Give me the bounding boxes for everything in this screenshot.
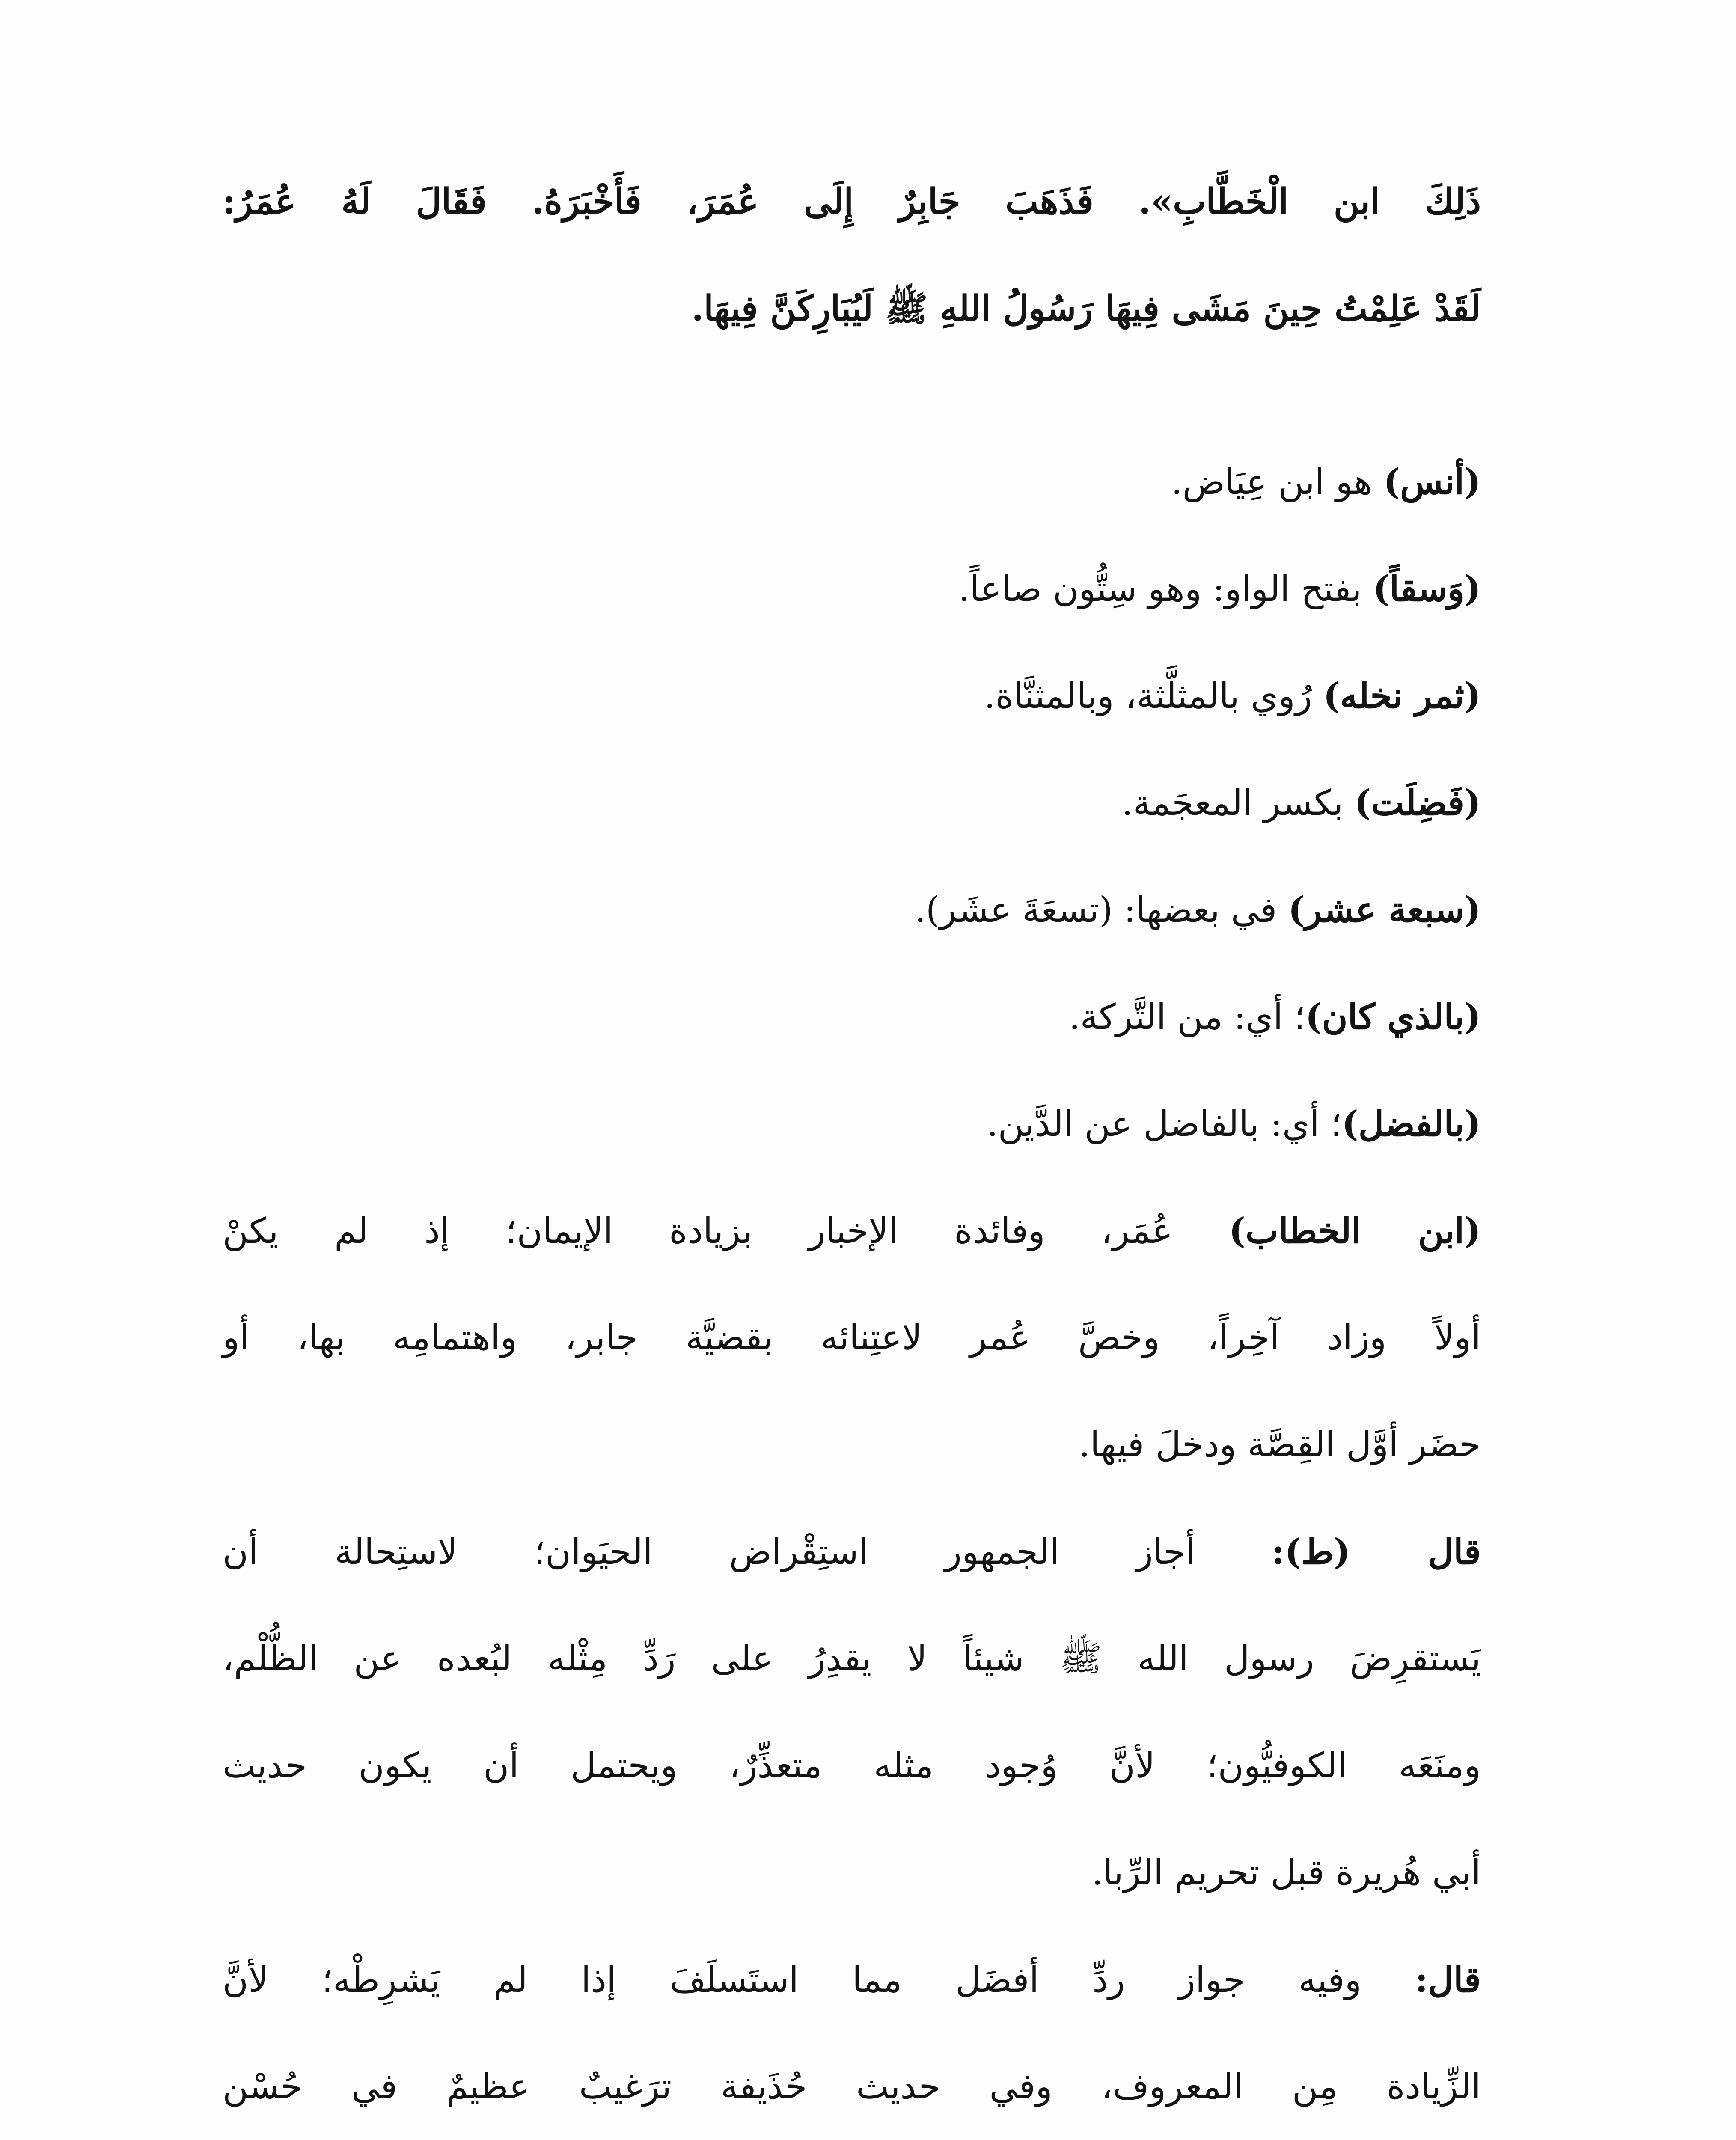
gloss-2 [958,568,1481,609]
gloss-6 [1069,996,1481,1037]
gloss-text: في بعضها: (تسعَةَ عشَر). [914,890,1288,930]
gloss-term: (ثمر نخله) [1323,675,1481,716]
qal-line-1 [223,1959,1481,2000]
gloss-term: (وَسقاً) [1373,568,1481,609]
hadith-line-2: لَقَدْ عَلِمْتُ حِينَ مَشَى فِيهَا رَسُولُ اللهِ ﷺ لَيُبَارِكَنَّ فِيهَا. [691,288,1481,329]
gloss-5 [914,889,1481,930]
paragraph-text: عُمَر، وفائدة الإخبار بزيادة الإيمان؛ إذ لم يكنْ [223,1211,1229,1251]
gloss-text: بفتح الواو: وهو سِتُّون صاعاً. [958,569,1373,609]
gloss-1 [1171,461,1481,502]
gloss-term: (بالفضل) [1341,1103,1481,1144]
paragraph-text: وفيه جواز ردِّ أفضَل مما استَسلَفَ إذا لم يَشرِطْه؛ لأنَّ [223,1960,1415,2000]
ibn-khattab-line-2: أولاً وزاد آخِراً، وخصَّ عُمر لاعتِنائه بقضيَّة جابر، واهتمامِه بها، أو [223,1317,1481,1358]
gloss-text: بكسر المعجَمة. [1121,783,1355,823]
gloss-7 [987,1103,1481,1144]
paragraph-text: أجاز الجمهور استِقْراض الحيَوان؛ لاستِحالة أن [223,1532,1272,1572]
gloss-3 [984,675,1481,716]
qal-t-line-3: ومنَعَه الكوفيُّون؛ لأنَّ وُجود مثله متعذِّرٌ، ويحتمل أن يكون حديث [223,1745,1481,1786]
qal-line-2: الزِّيادة مِن المعروف، وفي حديث حُذَيفة ترَغيبٌ عظيمٌ في حُسْن [223,2066,1481,2107]
gloss-term: (بالذي كان) [1305,996,1481,1037]
gloss-text: رُوي بالمثلَّثة، وبالمثنَّاة. [984,676,1323,716]
gloss-term: (سبعة عشر) [1288,889,1481,930]
ibn-khattab-line-1 [223,1210,1481,1251]
qal-t-line-2: يَستقرِضَ رسول الله ﷺ شيئاً لا يقدِرُ على رَدِّ مِثْله لبُعده عن الظُّلْم، [223,1638,1481,1679]
gloss-text: هو ابن عِيَاض. [1171,462,1384,502]
hadith-line-1: ذَلِكَ ابن الْخَطَّابِ». فَذَهَبَ جَابِرٌ إِلَى عُمَرَ، فَأَخْبَرَهُ. فَقَالَ لَهُ عُمَرُ: [223,181,1481,222]
gloss-4 [1121,782,1481,823]
gloss-term: (فَضِلَت) [1354,782,1481,823]
gloss-text: ؛ أي: بالفاضل عن الدَّين. [987,1104,1342,1144]
paragraph-term: قال: [1415,1959,1481,2000]
qal-t-line-1 [223,1531,1481,1572]
paragraph-term: (ابن الخطاب) [1229,1210,1481,1251]
paragraph-term: قال (ط): [1272,1531,1481,1572]
page-body [223,0,1481,2140]
ibn-khattab-line-3: حضَر أوَّل القِصَّة ودخلَ فيها. [1079,1424,1481,1465]
qal-t-line-4: أبي هُريرة قبل تحريم الرِّبا. [1091,1852,1481,1893]
gloss-text: ؛ أي: من التَّركة. [1069,997,1305,1037]
gloss-term: (أنس) [1383,461,1481,502]
